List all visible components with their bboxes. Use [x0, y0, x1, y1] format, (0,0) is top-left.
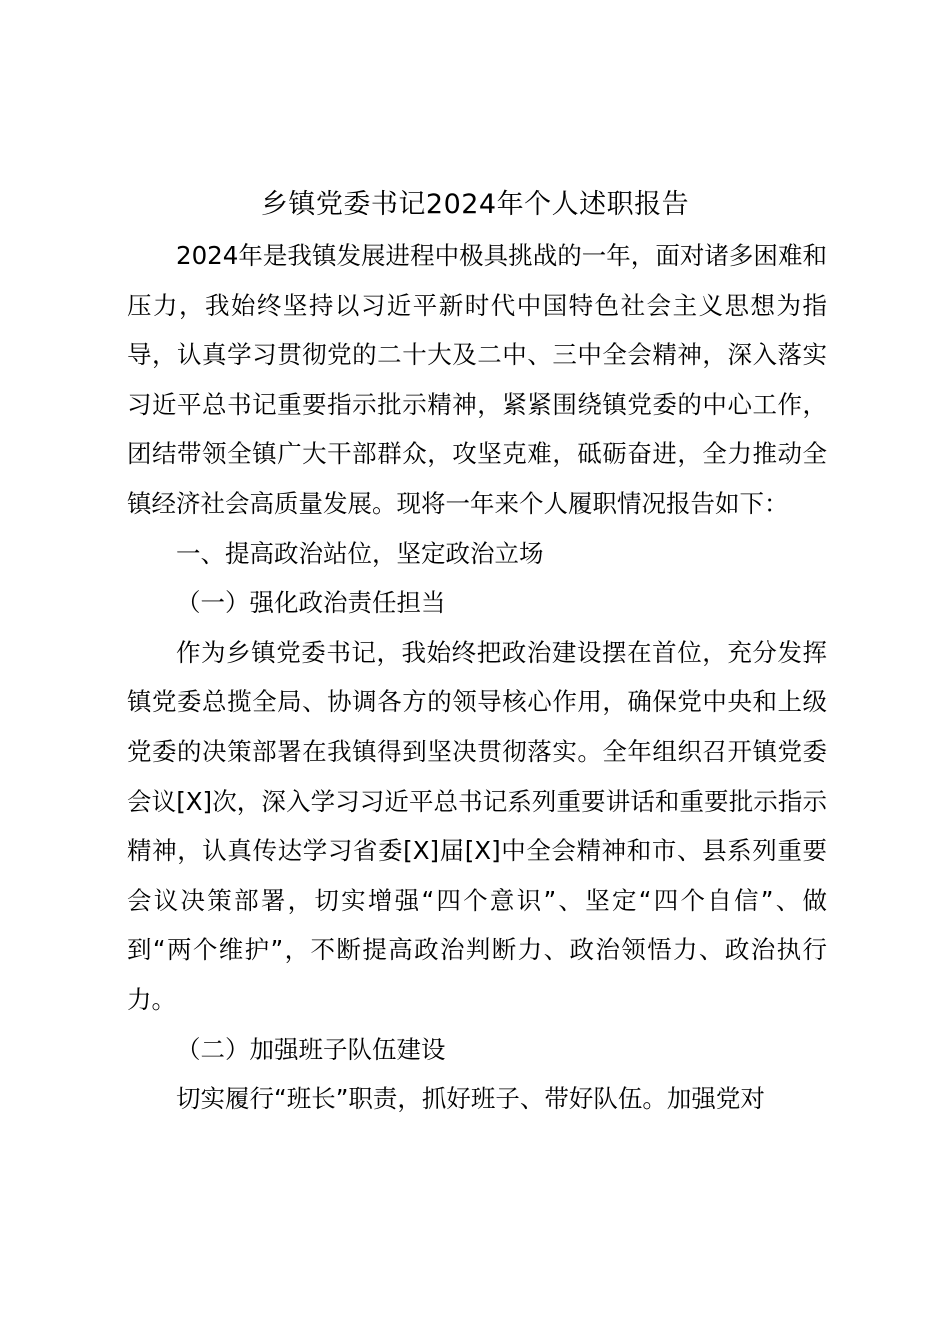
section-heading-1: 一、提高政治站位，坚定政治立场 [176, 538, 544, 568]
body-paragraph-1-2: 切实履行“班长”职责，抓好班子、带好队伍。加强党对 [176, 1084, 765, 1114]
subsection-heading-1-2: （二）加强班子队伍建设 [176, 1034, 446, 1064]
intro-paragraph: 2024年是我镇发展进程中极具挑战的一年，面对诸多困难和压力，我始终坚持以习近平新时代中国特色社会主义思想为指导，认真学习贯彻党的二十大及二中、三中全会精神，深入落实习近平总书记重要指示批示精神，紧紧围绕镇党委的中心工作，团结带领全镇广大干部群众，攻坚克难，砥砺奋进，全力推动全镇经济社会高质量发展。现将一年来个人履职情况报告如下： [127, 241, 827, 518]
body-paragraph-1-1: 作为乡镇党委书记，我始终把政治建设摆在首位，充分发挥镇党委总揽全局、协调各方的领导核心作用，确保党中央和上级党委的决策部署在我镇得到坚决贯彻落实。全年组织召开镇党委会议[X]次，深入学习习近平总书记系列重要讲话和重要批示指示精神，认真传达学习省委[X]届[X]中全会精神和市、县系列重要会议决策部署，切实增强“四个意识”、坚定“四个自信”、做到“两个维护”，不断提高政治判断力、政治领悟力、政治执行力。 [127, 637, 827, 1014]
document-body [127, 231, 827, 1124]
subsection-heading-1-1: （一）强化政治责任担当 [176, 588, 446, 618]
document-title: 乡镇党委书记2024年个人述职报告 [260, 189, 690, 220]
